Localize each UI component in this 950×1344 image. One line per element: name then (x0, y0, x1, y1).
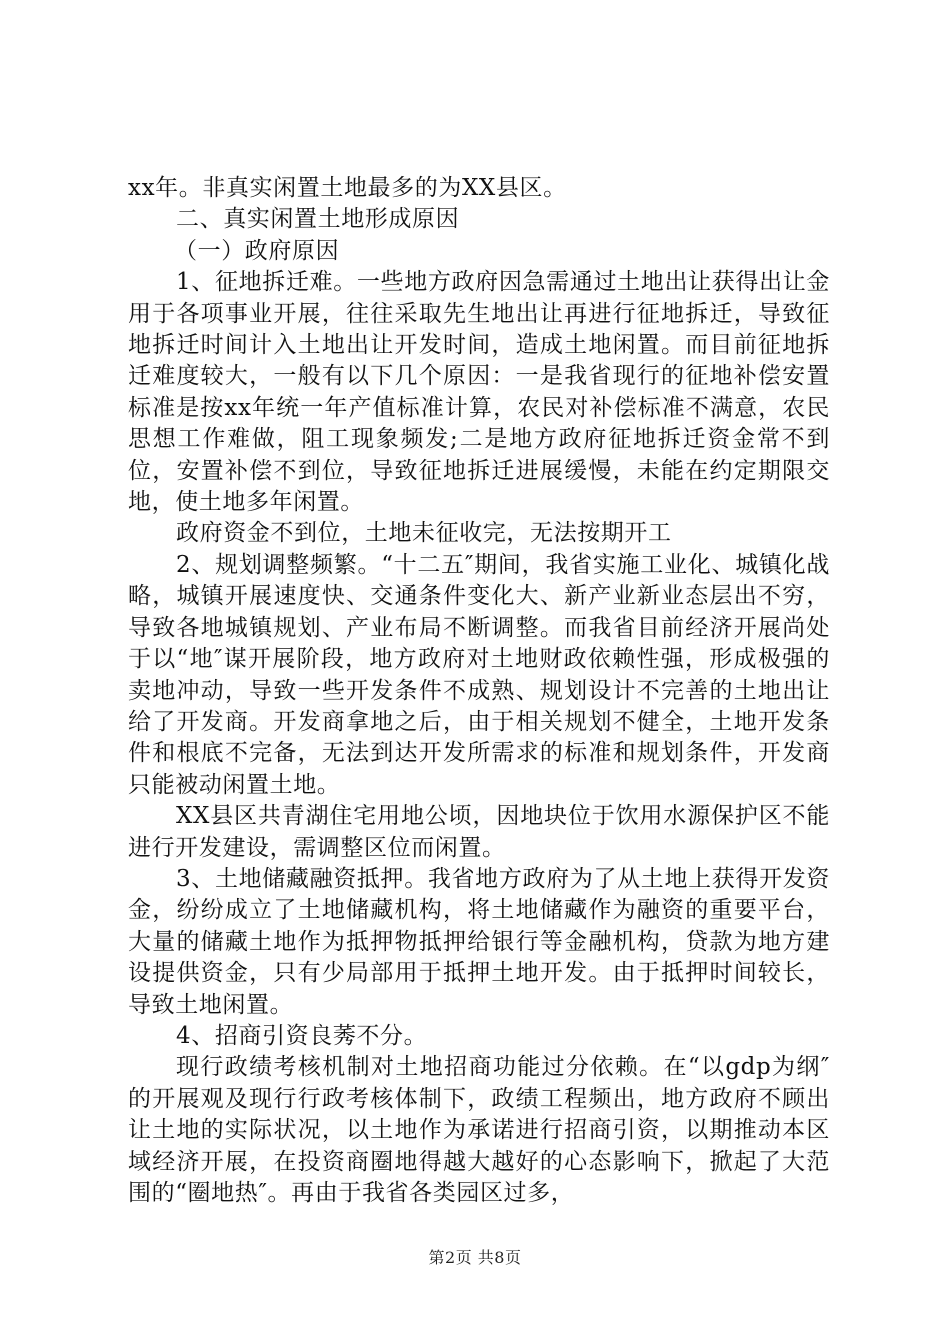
page-number-footer: 第2页 共8页 (428, 1248, 522, 1267)
subsection-heading: （一）政府原因 (174, 237, 340, 264)
paragraph-continuation: xx年。非真实闲置土地最多的为XX县区。 (128, 175, 567, 201)
paragraph-note-1: 政府资金不到位，土地未征收完，无法按期开工 (176, 520, 672, 547)
section-heading: 二、真实闲置土地形成原因 (176, 206, 460, 233)
paragraph-note-2: XX县区共青湖住宅用地公顷，因地块位于饮用水源保护区不能进行开发建设，需调整区位而闲置。 (128, 803, 830, 861)
paragraph-item-2: 2、规划调整频繁。“十二五″期间，我省实施工业化、城镇化战略，城镇开展速度快、交通条件变化大、新产业新业态层出不穷，导致各地城镇规划、产业布局不断调整。而我省目前经济开展尚处于以“地″谋开展阶段，地方政府对土地财政依赖性强，形成极强的卖地冲动，导致一些开发条件不成熟、规划设计不完善的土地出让给了开发商。开发商拿地之后，由于相关规划不健全，土地开发条件和根底不完备，无法到达开发所需求的标准和规划条件，开发商只能被动闲置土地。 (128, 551, 830, 798)
document-body (128, 173, 830, 1209)
paragraph-item-3: 3、土地储藏融资抵押。我省地方政府为了从土地上获得开发资金，纷纷成立了土地储藏机构，将土地储藏作为融资的重要平台，大量的储藏土地作为抵押物抵押给银行等金融机构，贷款为地方建设提供资金，只有少局部用于抵押土地开发。由于抵押时间较长，导致土地闲置。 (128, 865, 830, 1018)
paragraph-item-4: 4、招商引资良莠不分。 (176, 1022, 428, 1049)
paragraph-item-4-detail: 现行政绩考核机制对土地招商功能过分依赖。在“以gdp为纲″的开展观及现行行政考核体制下，政绩工程频出，地方政府不顾出让土地的实际状况，以土地作为承诺进行招商引资，以期推动本区域经济开展，在投资商圈地得越大越好的心态影响下，掀起了大范围的“圈地热″。再由于我省各类园区过多， (128, 1054, 830, 1206)
paragraph-item-1: 1、征地拆迁难。一些地方政府因急需通过土地出让获得出让金用于各项事业开展，往往采取先生地出让再进行征地拆迁，导致征地拆迁时间计入土地出让开发时间，造成土地闲置。而目前征地拆迁难度较大，一般有以下几个原因：一是我省现行的征地补偿安置标准是按xx年统一年产值标准计算，农民对补偿标准不满意，农民思想工作难做，阻工现象频发;二是地方政府征地拆迁资金常不到位，安置补偿不到位，导致征地拆迁进展缓慢，未能在约定期限交地，使土地多年闲置。 (128, 269, 830, 516)
